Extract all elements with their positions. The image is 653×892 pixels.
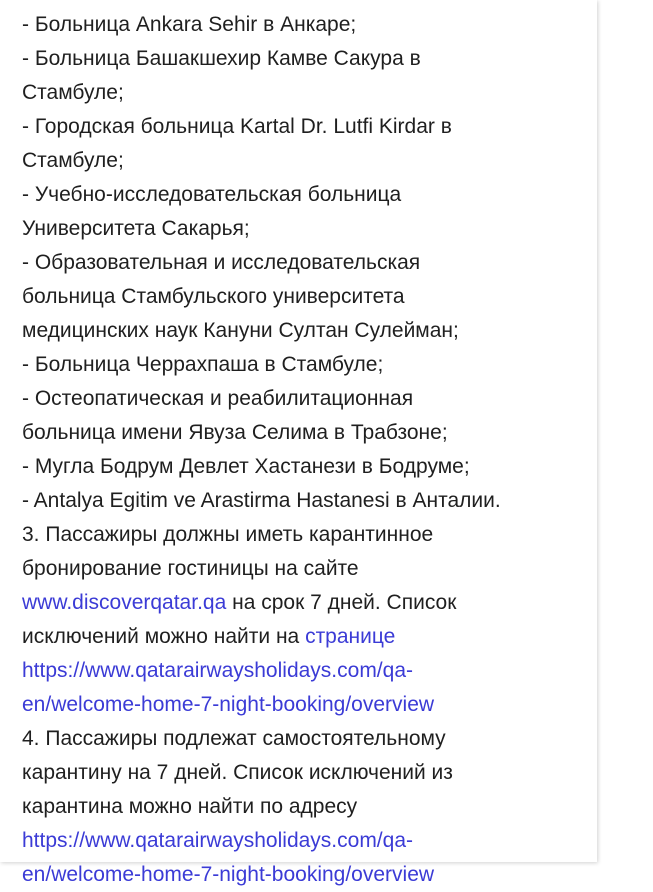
qatarairways-holidays-link[interactable]: https://www.qatarairwaysholidays.com/qa-: [22, 659, 413, 682]
list-item: - Больница Башакшехир Камве Сакура в: [22, 47, 421, 70]
qatarairways-holidays-link[interactable]: en/welcome-home-7-night-booking/overview: [22, 693, 435, 716]
paragraph-line: [22, 824, 592, 858]
paragraph-line: [22, 654, 592, 688]
paragraph-line: 3. Пассажиры должны иметь карантинное: [22, 523, 434, 546]
paragraph-line: [22, 688, 592, 722]
paragraph-line: 4. Пассажиры подлежат самостоятельному: [22, 727, 446, 750]
discoverqatar-link[interactable]: www.discoverqatar.qa: [22, 591, 227, 614]
paragraph-line: карантина можно найти по адресу: [22, 795, 358, 818]
paragraph-line: карантину на 7 дней. Список исключений из: [22, 761, 453, 784]
list-item: медицинских наук Кануни Султан Сулейман;: [22, 319, 459, 342]
list-item: - Мугла Бодрум Девлет Хастанези в Бодруме;: [22, 455, 470, 478]
qatarairways-holidays-link-2[interactable]: https://www.qatarairwaysholidays.com/qa-: [22, 829, 413, 852]
list-item: - Antalya Egitim ve Arastirma Hastanesi в Анталии.: [22, 489, 501, 512]
paragraph-line: [22, 586, 592, 620]
list-item: Университета Сакарья;: [22, 217, 250, 240]
list-item: - Городская больница Kartal Dr. Lutfi Kirdar в: [22, 115, 452, 138]
list-item: больница имени Явуза Селима в Трабзоне;: [22, 421, 448, 444]
page-link[interactable]: странице: [305, 625, 396, 648]
list-item: Стамбуле;: [22, 149, 124, 172]
paragraph-text: исключений можно найти на: [22, 625, 306, 648]
list-item: больница Стамбульского университета: [22, 285, 405, 308]
list-item: - Учебно-исследовательская больница: [22, 183, 402, 206]
paragraph-line: бронирование гостиницы на сайте: [22, 557, 359, 580]
paragraph-line: [22, 620, 592, 654]
paragraph-text: на срок 7 дней. Список: [226, 591, 457, 614]
list-item: - Больница Ankara Sehir в Анкаре;: [22, 13, 357, 36]
article-text: [22, 8, 592, 892]
list-item: - Больница Черрахпаша в Стамбуле;: [22, 353, 384, 376]
paragraph-line: [22, 858, 592, 892]
list-item: - Остеопатическая и реабилитационная: [22, 387, 414, 410]
list-item: Стамбуле;: [22, 81, 124, 104]
list-item: - Образовательная и исследовательская: [22, 251, 421, 274]
qatarairways-holidays-link-2[interactable]: en/welcome-home-7-night-booking/overview: [22, 863, 435, 886]
